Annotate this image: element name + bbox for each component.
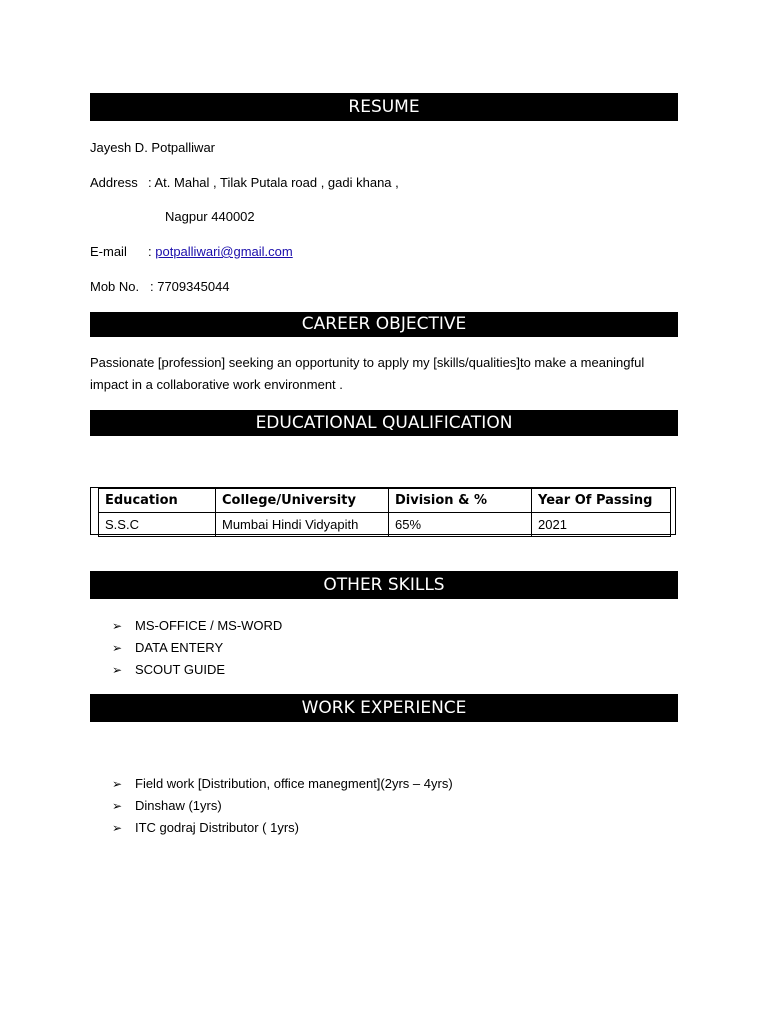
mobile-line: [90, 279, 230, 295]
education-heading: EDUCATIONAL QUALIFICATION: [90, 410, 678, 436]
address-label: Address: [90, 175, 138, 190]
skills-list: [112, 615, 282, 681]
arrow-bullet-icon: ➢: [112, 799, 123, 813]
arrow-bullet-icon: ➢: [112, 619, 123, 633]
arrow-bullet-icon: ➢: [112, 777, 123, 791]
table-row: [99, 513, 671, 537]
arrow-bullet-icon: ➢: [112, 663, 123, 677]
address-value: : At. Mahal , Tilak Putala road , gadi khana ,: [148, 175, 399, 190]
email-separator: :: [148, 244, 152, 259]
email-line: [90, 244, 293, 260]
list-item: ➢ Dinshaw (1yrs): [112, 795, 453, 817]
career-objective-heading: CAREER OBJECTIVE: [90, 312, 678, 337]
email-label: E-mail: [90, 244, 127, 259]
mobile-label: Mob No.: [90, 279, 140, 294]
arrow-bullet-icon: ➢: [112, 821, 123, 835]
table-cell: S.S.C: [99, 513, 216, 537]
list-item: ➢ ITC godraj Distributor ( 1yrs): [112, 817, 453, 839]
column-header: Division & %: [389, 489, 532, 513]
column-header: Education: [99, 489, 216, 513]
list-item: ➢ MS-OFFICE / MS-WORD: [112, 615, 282, 637]
arrow-bullet-icon: ➢: [112, 641, 123, 655]
email-link[interactable]: potpalliwari@gmail.com: [155, 244, 293, 259]
career-objective-text: Passionate [profession] seeking an opportunity to apply my [skills/qualities]to make a meaningful impact in a collaborative work environment .: [90, 355, 645, 392]
table-cell: 65%: [389, 513, 532, 537]
table-cell: Mumbai Hindi Vidyapith: [216, 513, 389, 537]
education-table-frame: [90, 487, 676, 535]
list-item: ➢ SCOUT GUIDE: [112, 659, 282, 681]
address-line: [90, 175, 399, 191]
table-cell: 2021: [532, 513, 671, 537]
education-table: [98, 488, 671, 537]
table-header-row: [99, 489, 671, 513]
experience-list: [112, 773, 453, 839]
mobile-value: : 7709345044: [150, 279, 230, 294]
list-item: ➢ DATA ENTERY: [112, 637, 282, 659]
other-skills-heading: OTHER SKILLS: [90, 571, 678, 599]
column-header: Year Of Passing: [532, 489, 671, 513]
candidate-name: Jayesh D. Potpalliwar: [90, 140, 215, 155]
list-item: ➢ Field work [Distribution, office manegment](2yrs – 4yrs): [112, 773, 453, 795]
column-header: College/University: [216, 489, 389, 513]
resume-title: RESUME: [90, 93, 678, 121]
address-line-2: Nagpur 440002: [165, 209, 255, 224]
work-experience-heading: WORK EXPERIENCE: [90, 694, 678, 722]
